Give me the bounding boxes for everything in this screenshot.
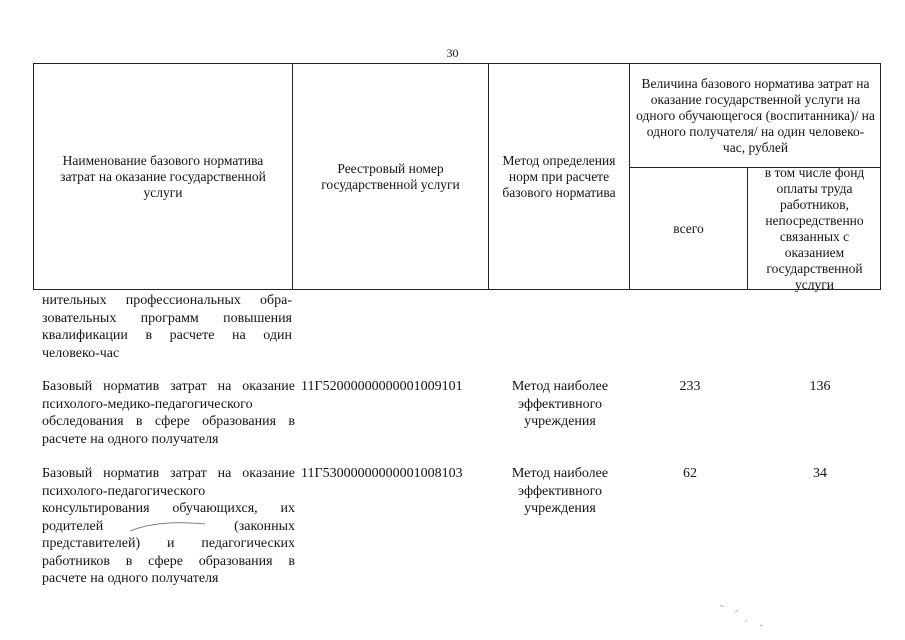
header-method-column: Метод определения норм при расчете базового норматива <box>502 152 616 200</box>
row-name-line: родителей (законных <box>42 518 295 534</box>
row-name-line: психолого-педагогического <box>42 483 206 499</box>
row-total: 62 <box>683 466 697 481</box>
row-registry-number: 11Г53000000000001008103 <box>301 466 463 481</box>
row-name-line: расчете на одного получателя <box>42 431 219 447</box>
row-name-line: обследования в сфере образования в <box>42 414 295 429</box>
header-registry-column: Реестровый номер государственной услуги <box>321 160 460 192</box>
header-value-group: Величина базового норматива затрат на оказание государственной услуги на одного обучающегося (воспитанника)/ на одного получателя/ на один человеко-час, рублей <box>636 75 875 155</box>
row-wage-fund: 136 <box>809 379 831 394</box>
row-name-line: работников в сфере образования в <box>42 553 295 569</box>
row-wage-fund: 34 <box>813 466 827 481</box>
continuation-line: нительных профессиональных обра- <box>42 293 292 308</box>
continuation-line: человеко-час <box>42 345 120 361</box>
row-name-line: Базовый норматив затрат на оказание <box>42 379 295 394</box>
row-name-line: расчете на одного получателя <box>42 571 219 586</box>
table-row <box>42 378 295 448</box>
row-name-line: представителей) и педагогических <box>42 536 295 551</box>
row-name-line: консультирования обучающихся, их <box>42 501 295 516</box>
continuation-line: зовательных программ повышения <box>42 310 292 326</box>
header-name-column: Наименование базового норматива затрат на оказание государственной услуги <box>60 152 266 200</box>
page-number: 30 <box>446 46 459 60</box>
row-total: 233 <box>679 379 701 394</box>
row-method: Метод наиболее эффективного учреждения <box>511 379 609 429</box>
table-row <box>42 465 295 588</box>
header-wage-fund-column: в том числе фонд оплаты труда работников, непосредственно связанных с оказанием государственной услуги <box>764 164 865 292</box>
continuation-text <box>42 292 292 362</box>
row-name-line: психолого-медико-педагогического <box>42 396 253 412</box>
row-method: Метод наиболее эффективного учреждения <box>511 466 609 516</box>
table-header <box>33 63 881 290</box>
row-registry-number: 11Г52000000000001009101 <box>301 379 463 394</box>
row-name-line: Базовый норматив затрат на оказание <box>42 466 295 481</box>
continuation-line: квалификации в расчете на один <box>42 328 292 343</box>
header-total-column: всего <box>673 220 704 236</box>
